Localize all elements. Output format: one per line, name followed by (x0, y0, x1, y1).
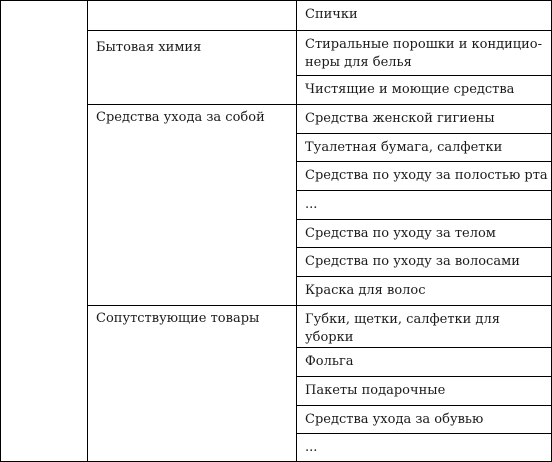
empty-left-column (1, 1, 88, 462)
category-cell: Сопутствующие товары (88, 306, 297, 462)
item-cell: Туалетная бумага, салфетки (297, 134, 552, 162)
item-cell (297, 31, 552, 76)
category-cell: Средства ухода за собой (88, 105, 297, 306)
item-line: Стиральные порошки и кондицио- (305, 37, 543, 52)
item-cell: Краска для волос (297, 277, 552, 306)
item-cell: Средства женской гигиены (297, 105, 552, 134)
item-cell: Спички (297, 1, 552, 31)
item-cell: Средства ухода за обувью (297, 406, 552, 434)
table-row (1, 1, 552, 31)
item-cell: Губки, щетки, салфетки для уборки (297, 306, 552, 348)
item-cell: Пакеты подарочные (297, 377, 552, 406)
item-cell: Средства по уходу за телом (297, 220, 552, 248)
item-line: неры для белья (305, 55, 412, 70)
item-cell: ... (297, 434, 552, 462)
category-cell: Бытовая химия (88, 31, 297, 105)
item-cell: ... (297, 191, 552, 220)
item-cell: Средства по уходу за волосами (297, 248, 552, 277)
item-cell: Чистящие и моющие средства (297, 76, 552, 105)
item-cell: Средства по уходу за полостью рта (297, 162, 552, 191)
item-cell: Фольга (297, 348, 552, 377)
category-cell (88, 1, 297, 31)
